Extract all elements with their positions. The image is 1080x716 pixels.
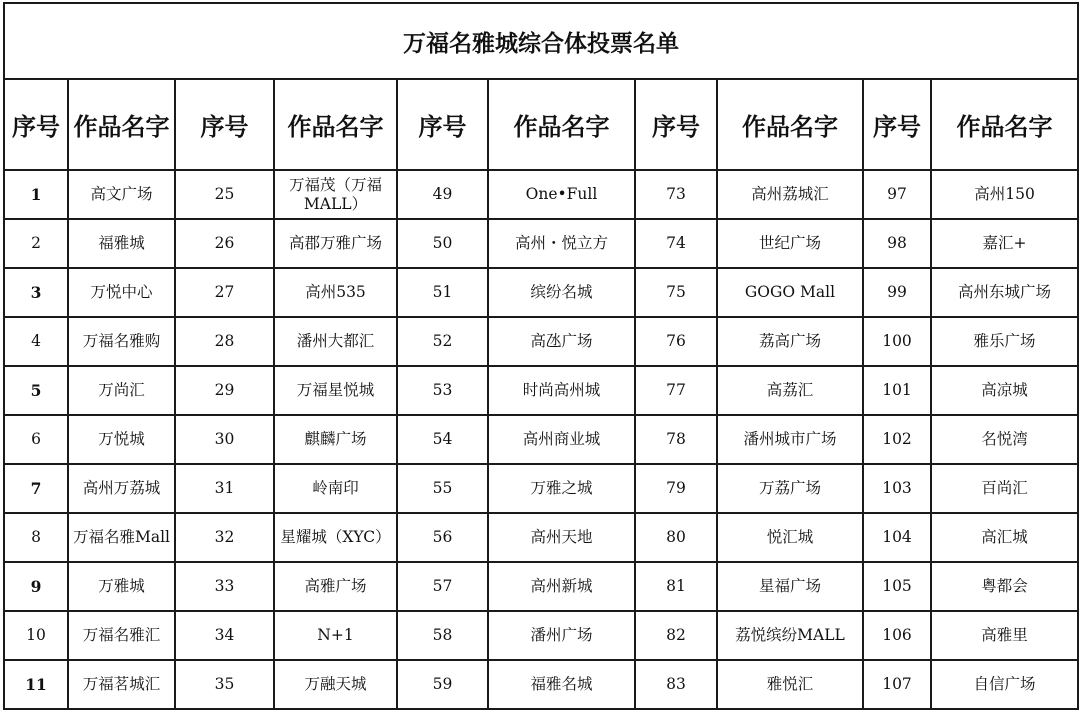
entry-name-cell: N+1 (274, 611, 397, 660)
index-cell: 29 (175, 366, 274, 415)
entry-name-cell: 万悦中心 (68, 268, 175, 317)
index-cell: 10 (4, 611, 68, 660)
entry-name-cell: 高郡万雅广场 (274, 219, 397, 268)
entry-name-cell: 高州荔城汇 (717, 170, 863, 219)
entry-name-cell: 福雅城 (68, 219, 175, 268)
entry-name-cell: 万尚汇 (68, 366, 175, 415)
table-row (4, 317, 1078, 366)
entry-name-cell: 高州535 (274, 268, 397, 317)
index-cell: 76 (635, 317, 717, 366)
entry-name-cell: 粤都会 (931, 562, 1078, 611)
index-cell: 4 (4, 317, 68, 366)
index-cell: 82 (635, 611, 717, 660)
index-cell: 51 (397, 268, 488, 317)
index-cell: 73 (635, 170, 717, 219)
entry-name-cell: 岭南印 (274, 464, 397, 513)
index-cell: 50 (397, 219, 488, 268)
index-cell: 7 (4, 464, 68, 513)
entry-name-cell: One•Full (488, 170, 635, 219)
entry-name-cell: 高凉城 (931, 366, 1078, 415)
entry-name-cell: 万雅之城 (488, 464, 635, 513)
entry-name-cell: 万悦城 (68, 415, 175, 464)
index-cell: 83 (635, 660, 717, 709)
column-header-name: 作品名字 (717, 79, 863, 170)
table-row (4, 268, 1078, 317)
index-cell: 74 (635, 219, 717, 268)
index-cell: 80 (635, 513, 717, 562)
entry-name-cell: 悦汇城 (717, 513, 863, 562)
entry-name-cell: 名悦湾 (931, 415, 1078, 464)
index-cell: 6 (4, 415, 68, 464)
index-cell: 25 (175, 170, 274, 219)
table-row (4, 464, 1078, 513)
entry-name-cell: 万福茗城汇 (68, 660, 175, 709)
entry-name-cell: 高州商业城 (488, 415, 635, 464)
entry-name-cell: 自信广场 (931, 660, 1078, 709)
entry-name-cell: GOGO Mall (717, 268, 863, 317)
table-title: 万福名雅城综合体投票名单 (4, 3, 1078, 79)
index-cell: 75 (635, 268, 717, 317)
entry-name-cell: 万融天城 (274, 660, 397, 709)
entry-name-cell: 高州・悦立方 (488, 219, 635, 268)
index-cell: 26 (175, 219, 274, 268)
index-cell: 2 (4, 219, 68, 268)
index-cell: 58 (397, 611, 488, 660)
index-cell: 11 (4, 660, 68, 709)
entry-name-cell: 万福名雅购 (68, 317, 175, 366)
entry-name-cell: 世纪广场 (717, 219, 863, 268)
entry-name-cell: 潘州广场 (488, 611, 635, 660)
entry-name-cell: 高州150 (931, 170, 1078, 219)
column-header-index: 序号 (863, 79, 931, 170)
entry-name-cell: 时尚高州城 (488, 366, 635, 415)
column-header-index: 序号 (397, 79, 488, 170)
entry-name-cell: 福雅名城 (488, 660, 635, 709)
index-cell: 81 (635, 562, 717, 611)
column-header-index: 序号 (635, 79, 717, 170)
table-row (4, 562, 1078, 611)
entry-name-cell: 高汇城 (931, 513, 1078, 562)
column-header-name: 作品名字 (68, 79, 175, 170)
entry-name-cell: 雅悦汇 (717, 660, 863, 709)
column-header-name: 作品名字 (931, 79, 1078, 170)
table-row (4, 660, 1078, 709)
entry-name-cell: 潘州大都汇 (274, 317, 397, 366)
table-row (4, 170, 1078, 219)
index-cell: 32 (175, 513, 274, 562)
entry-name-cell: 高氹广场 (488, 317, 635, 366)
entry-name-cell: 高州天地 (488, 513, 635, 562)
entry-name-cell: 百尚汇 (931, 464, 1078, 513)
index-cell: 105 (863, 562, 931, 611)
index-cell: 34 (175, 611, 274, 660)
table-row (4, 415, 1078, 464)
table-row (4, 219, 1078, 268)
index-cell: 101 (863, 366, 931, 415)
index-cell: 57 (397, 562, 488, 611)
entry-name-cell: 万雅城 (68, 562, 175, 611)
entry-name-cell: 万荔广场 (717, 464, 863, 513)
column-header-name: 作品名字 (274, 79, 397, 170)
entry-name-cell: 高州万荔城 (68, 464, 175, 513)
index-cell: 104 (863, 513, 931, 562)
index-cell: 59 (397, 660, 488, 709)
entry-name-cell: 万福名雅Mall (68, 513, 175, 562)
index-cell: 31 (175, 464, 274, 513)
entry-name-cell: 高州东城广场 (931, 268, 1078, 317)
index-cell: 78 (635, 415, 717, 464)
index-cell: 56 (397, 513, 488, 562)
index-cell: 98 (863, 219, 931, 268)
entry-name-cell: 高雅广场 (274, 562, 397, 611)
index-cell: 99 (863, 268, 931, 317)
header-row (4, 79, 1078, 170)
entry-name-cell: 雅乐广场 (931, 317, 1078, 366)
index-cell: 9 (4, 562, 68, 611)
index-cell: 30 (175, 415, 274, 464)
table-row (4, 513, 1078, 562)
entry-name-cell: 嘉汇+ (931, 219, 1078, 268)
index-cell: 52 (397, 317, 488, 366)
column-header-name: 作品名字 (488, 79, 635, 170)
index-cell: 3 (4, 268, 68, 317)
index-cell: 103 (863, 464, 931, 513)
index-cell: 49 (397, 170, 488, 219)
index-cell: 35 (175, 660, 274, 709)
index-cell: 27 (175, 268, 274, 317)
index-cell: 28 (175, 317, 274, 366)
index-cell: 33 (175, 562, 274, 611)
entry-name-cell: 荔高广场 (717, 317, 863, 366)
index-cell: 8 (4, 513, 68, 562)
entry-name-cell: 高荔汇 (717, 366, 863, 415)
entry-name-cell: 万福茂（万福MALL） (274, 170, 397, 219)
index-cell: 107 (863, 660, 931, 709)
entry-name-cell: 万福名雅汇 (68, 611, 175, 660)
entry-name-cell: 高州新城 (488, 562, 635, 611)
index-cell: 100 (863, 317, 931, 366)
table-row (4, 611, 1078, 660)
index-cell: 1 (4, 170, 68, 219)
entry-name-cell: 高文广场 (68, 170, 175, 219)
index-cell: 5 (4, 366, 68, 415)
entry-name-cell: 星耀城（XYC） (274, 513, 397, 562)
index-cell: 106 (863, 611, 931, 660)
entry-name-cell: 荔悦缤纷MALL (717, 611, 863, 660)
index-cell: 54 (397, 415, 488, 464)
index-cell: 77 (635, 366, 717, 415)
entry-name-cell: 高雅里 (931, 611, 1078, 660)
table-row (4, 366, 1078, 415)
entry-name-cell: 麒麟广场 (274, 415, 397, 464)
index-cell: 53 (397, 366, 488, 415)
index-cell: 79 (635, 464, 717, 513)
entry-name-cell: 缤纷名城 (488, 268, 635, 317)
index-cell: 102 (863, 415, 931, 464)
column-header-index: 序号 (175, 79, 274, 170)
index-cell: 97 (863, 170, 931, 219)
index-cell: 55 (397, 464, 488, 513)
entry-name-cell: 潘州城市广场 (717, 415, 863, 464)
entry-name-cell: 万福星悦城 (274, 366, 397, 415)
entry-name-cell: 星福广场 (717, 562, 863, 611)
column-header-index: 序号 (4, 79, 68, 170)
vote-list-table (3, 2, 1079, 710)
